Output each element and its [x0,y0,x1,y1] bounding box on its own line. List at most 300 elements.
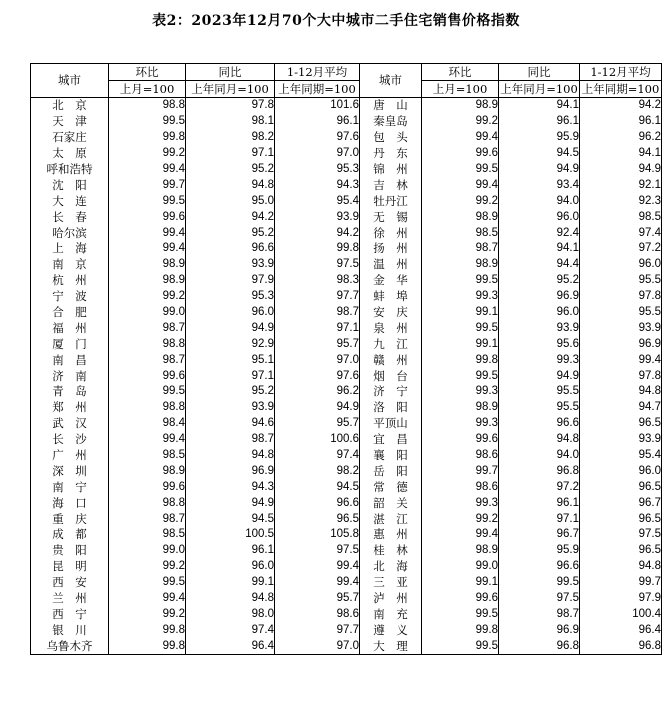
left-avg-value: 98.2 [275,463,360,479]
left-yoy-value: 94.3 [186,479,275,495]
left-yoy-value: 92.9 [186,336,275,352]
left-mom-value: 99.5 [109,575,186,591]
left-mom-value: 99.6 [109,209,186,225]
table-row [31,98,662,114]
right-yoy-value: 96.0 [499,209,580,225]
left-city-name: 太 原 [31,146,109,162]
right-avg-value: 98.5 [580,209,662,225]
right-avg-value: 96.8 [580,638,662,654]
right-city-name: 南 充 [360,607,422,623]
table-row [31,400,662,416]
left-mom-value: 99.4 [109,432,186,448]
left-yoy-value: 94.9 [186,320,275,336]
table-row [31,368,662,384]
left-city-name: 呼和浩特 [31,162,109,178]
left-city-name: 南 京 [31,257,109,273]
left-yoy-value: 96.6 [186,241,275,257]
right-yoy-value: 96.0 [499,305,580,321]
left-yoy-value: 94.5 [186,511,275,527]
left-avg-value: 94.3 [275,177,360,193]
left-avg-value: 97.6 [275,368,360,384]
right-avg-value: 94.7 [580,400,662,416]
right-avg-value: 97.8 [580,289,662,305]
header-yoy-left: 同比 [186,64,275,81]
right-city-name: 济 宁 [360,384,422,400]
right-avg-value: 94.8 [580,559,662,575]
left-mom-value: 99.0 [109,305,186,321]
left-city-name: 北 京 [31,98,109,114]
table-row [31,638,662,654]
left-yoy-value: 96.0 [186,305,275,321]
right-city-name: 湛 江 [360,511,422,527]
right-yoy-value: 96.7 [499,527,580,543]
right-city-name: 温 州 [360,257,422,273]
right-mom-value: 99.4 [422,130,499,146]
left-yoy-value: 97.4 [186,622,275,638]
left-avg-value: 97.7 [275,622,360,638]
right-avg-value: 97.2 [580,241,662,257]
table-row [31,336,662,352]
left-yoy-value: 96.0 [186,559,275,575]
left-city-name: 乌鲁木齐 [31,638,109,654]
left-avg-value: 94.5 [275,479,360,495]
left-yoy-value: 97.8 [186,98,275,114]
left-yoy-value: 98.1 [186,114,275,130]
table-row [31,257,662,273]
left-yoy-value: 94.2 [186,209,275,225]
right-city-name: 锦 州 [360,162,422,178]
right-yoy-value: 94.1 [499,241,580,257]
left-mom-value: 99.5 [109,384,186,400]
left-avg-value: 99.4 [275,575,360,591]
right-mom-value: 99.2 [422,193,499,209]
right-city-name: 襄 阳 [360,448,422,464]
right-yoy-value: 94.9 [499,162,580,178]
right-mom-value: 99.2 [422,511,499,527]
left-mom-value: 98.5 [109,448,186,464]
right-yoy-value: 96.1 [499,114,580,130]
left-mom-value: 98.4 [109,416,186,432]
table-row [31,591,662,607]
right-avg-value: 96.5 [580,543,662,559]
left-city-name: 西 安 [31,575,109,591]
right-city-name: 北 海 [360,559,422,575]
header-city-right: 城市 [360,64,422,98]
right-city-name: 无 锡 [360,209,422,225]
right-yoy-value: 99.5 [499,575,580,591]
header-avg-left: 1-12月平均 [275,64,360,81]
left-city-name: 杭 州 [31,273,109,289]
right-mom-value: 99.5 [422,638,499,654]
left-avg-value: 96.2 [275,384,360,400]
right-yoy-value: 94.4 [499,257,580,273]
right-city-name: 蚌 埠 [360,289,422,305]
right-city-name: 宜 昌 [360,432,422,448]
right-avg-value: 97.4 [580,225,662,241]
left-avg-value: 95.7 [275,591,360,607]
table-row [31,225,662,241]
right-yoy-value: 94.5 [499,146,580,162]
right-mom-value: 99.5 [422,162,499,178]
table-row [31,543,662,559]
right-mom-value: 98.9 [422,98,499,114]
right-city-name: 大 理 [360,638,422,654]
right-city-name: 唐 山 [360,98,422,114]
header-avg-base-right: 上年同期=100 [580,81,662,98]
right-avg-value: 96.9 [580,336,662,352]
right-city-name: 韶 关 [360,495,422,511]
header-yoy-right: 同比 [499,64,580,81]
right-avg-value: 97.8 [580,368,662,384]
left-mom-value: 99.4 [109,225,186,241]
right-avg-value: 96.0 [580,463,662,479]
left-mom-value: 98.9 [109,273,186,289]
right-city-name: 烟 台 [360,368,422,384]
left-avg-value: 97.5 [275,257,360,273]
left-avg-value: 98.3 [275,273,360,289]
left-mom-value: 99.4 [109,591,186,607]
table-row [31,511,662,527]
left-avg-value: 95.7 [275,416,360,432]
table-row [31,305,662,321]
left-yoy-value: 96.9 [186,463,275,479]
left-mom-value: 99.2 [109,559,186,575]
right-yoy-value: 94.8 [499,432,580,448]
left-mom-value: 99.6 [109,479,186,495]
right-avg-value: 96.4 [580,622,662,638]
table-row [31,273,662,289]
right-city-name: 丹 东 [360,146,422,162]
left-city-name: 西 宁 [31,607,109,623]
table-row [31,209,662,225]
left-city-name: 石家庄 [31,130,109,146]
left-yoy-value: 98.0 [186,607,275,623]
right-mom-value: 98.6 [422,448,499,464]
table-row [31,177,662,193]
left-yoy-value: 98.7 [186,432,275,448]
table-row [31,479,662,495]
table-row [31,193,662,209]
right-avg-value: 99.7 [580,575,662,591]
table-row [31,432,662,448]
table-body [31,98,662,655]
left-avg-value: 97.5 [275,543,360,559]
left-city-name: 济 南 [31,368,109,384]
left-avg-value: 94.2 [275,225,360,241]
right-yoy-value: 96.8 [499,463,580,479]
left-yoy-value: 94.8 [186,591,275,607]
left-city-name: 南 宁 [31,479,109,495]
right-mom-value: 98.9 [422,209,499,225]
header-avg-base-left: 上年同期=100 [275,81,360,98]
left-avg-value: 97.0 [275,638,360,654]
right-avg-value: 96.7 [580,495,662,511]
left-city-name: 深 圳 [31,463,109,479]
left-mom-value: 99.4 [109,162,186,178]
left-yoy-value: 97.1 [186,146,275,162]
right-mom-value: 99.5 [422,607,499,623]
right-city-name: 秦皇岛 [360,114,422,130]
left-yoy-value: 97.9 [186,273,275,289]
left-city-name: 上 海 [31,241,109,257]
right-avg-value: 97.9 [580,591,662,607]
left-yoy-value: 97.1 [186,368,275,384]
left-yoy-value: 93.9 [186,257,275,273]
left-mom-value: 98.7 [109,352,186,368]
table-row [31,289,662,305]
left-mom-value: 99.4 [109,241,186,257]
right-city-name: 惠 州 [360,527,422,543]
left-avg-value: 97.1 [275,320,360,336]
table-row [31,416,662,432]
left-yoy-value: 100.5 [186,527,275,543]
header-mom-base-left: 上月=100 [109,81,186,98]
right-avg-value: 94.8 [580,384,662,400]
right-mom-value: 99.5 [422,368,499,384]
left-avg-value: 99.8 [275,241,360,257]
right-yoy-value: 94.0 [499,193,580,209]
right-avg-value: 94.1 [580,146,662,162]
header-mom-base-right: 上月=100 [422,81,499,98]
left-city-name: 福 州 [31,320,109,336]
left-city-name: 银 川 [31,622,109,638]
left-city-name: 南 昌 [31,352,109,368]
left-city-name: 郑 州 [31,400,109,416]
left-avg-value: 97.6 [275,130,360,146]
right-mom-value: 99.1 [422,575,499,591]
left-avg-value: 97.7 [275,289,360,305]
left-avg-value: 100.6 [275,432,360,448]
left-avg-value: 95.4 [275,193,360,209]
table-row [31,448,662,464]
left-mom-value: 98.8 [109,495,186,511]
header-mom-right: 环比 [422,64,499,81]
left-avg-value: 98.7 [275,305,360,321]
left-yoy-value: 95.0 [186,193,275,209]
right-mom-value: 99.4 [422,527,499,543]
right-yoy-value: 93.4 [499,177,580,193]
right-yoy-value: 95.5 [499,384,580,400]
left-city-name: 天 津 [31,114,109,130]
left-yoy-value: 94.8 [186,448,275,464]
table-row [31,114,662,130]
left-city-name: 青 岛 [31,384,109,400]
table-row [31,130,662,146]
table-row [31,146,662,162]
right-mom-value: 99.3 [422,416,499,432]
left-mom-value: 99.6 [109,368,186,384]
right-avg-value: 92.1 [580,177,662,193]
left-city-name: 广 州 [31,448,109,464]
right-avg-value: 97.5 [580,527,662,543]
left-mom-value: 98.8 [109,336,186,352]
right-mom-value: 99.6 [422,146,499,162]
right-avg-value: 92.3 [580,193,662,209]
left-yoy-value: 96.4 [186,638,275,654]
left-yoy-value: 94.6 [186,416,275,432]
right-yoy-value: 99.3 [499,352,580,368]
table-row [31,559,662,575]
left-avg-value: 95.7 [275,336,360,352]
right-city-name: 泉 州 [360,320,422,336]
left-avg-value: 98.6 [275,607,360,623]
right-mom-value: 99.7 [422,463,499,479]
left-mom-value: 99.2 [109,146,186,162]
right-mom-value: 98.9 [422,543,499,559]
right-avg-value: 96.5 [580,416,662,432]
table-row [31,352,662,368]
right-city-name: 三 亚 [360,575,422,591]
header-avg-right: 1-12月平均 [580,64,662,81]
right-avg-value: 94.9 [580,162,662,178]
header-yoy-base-right: 上年同月=100 [500,81,578,96]
right-avg-value: 95.5 [580,305,662,321]
right-mom-value: 98.7 [422,241,499,257]
left-city-name: 成 都 [31,527,109,543]
right-city-name: 平顶山 [360,416,422,432]
right-avg-value: 96.5 [580,511,662,527]
right-city-name: 安 庆 [360,305,422,321]
left-mom-value: 99.2 [109,607,186,623]
right-yoy-value: 95.6 [499,336,580,352]
header-city-left: 城市 [31,64,109,98]
right-yoy-value: 98.7 [499,607,580,623]
left-mom-value: 99.2 [109,289,186,305]
left-avg-value: 101.6 [275,98,360,114]
left-mom-value: 98.9 [109,463,186,479]
left-city-name: 合 肥 [31,305,109,321]
right-mom-value: 98.9 [422,400,499,416]
right-city-name: 扬 州 [360,241,422,257]
right-avg-value: 96.2 [580,130,662,146]
left-city-name: 大 连 [31,193,109,209]
right-yoy-value: 94.9 [499,368,580,384]
left-city-name: 重 庆 [31,511,109,527]
right-mom-value: 99.0 [422,559,499,575]
right-city-name: 九 江 [360,336,422,352]
right-mom-value: 99.8 [422,352,499,368]
left-city-name: 贵 阳 [31,543,109,559]
right-city-name: 常 德 [360,479,422,495]
header-yoy-base-left: 上年同月=100 [186,81,275,98]
right-mom-value: 99.2 [422,114,499,130]
left-avg-value: 97.4 [275,448,360,464]
right-city-name: 泸 州 [360,591,422,607]
left-yoy-value: 99.1 [186,575,275,591]
right-avg-value: 96.5 [580,479,662,495]
left-mom-value: 99.8 [109,638,186,654]
table-row [31,463,662,479]
right-mom-value: 99.1 [422,305,499,321]
left-yoy-value: 95.1 [186,352,275,368]
right-mom-value: 99.4 [422,177,499,193]
right-avg-value: 93.9 [580,432,662,448]
left-mom-value: 99.8 [109,130,186,146]
left-yoy-value: 95.3 [186,289,275,305]
table-row [31,622,662,638]
left-yoy-value: 94.8 [186,177,275,193]
right-mom-value: 99.6 [422,591,499,607]
left-avg-value: 95.3 [275,162,360,178]
left-mom-value: 98.7 [109,511,186,527]
left-yoy-value: 96.1 [186,543,275,559]
right-city-name: 徐 州 [360,225,422,241]
table-row [31,527,662,543]
left-mom-value: 98.8 [109,400,186,416]
right-mom-value: 99.8 [422,622,499,638]
left-city-name: 厦 门 [31,336,109,352]
right-city-name: 桂 林 [360,543,422,559]
left-avg-value: 94.9 [275,400,360,416]
left-avg-value: 105.8 [275,527,360,543]
left-city-name: 长 春 [31,209,109,225]
right-yoy-value: 96.6 [499,416,580,432]
right-yoy-value: 97.2 [499,479,580,495]
left-city-name: 兰 州 [31,591,109,607]
right-city-name: 赣 州 [360,352,422,368]
right-city-name: 吉 林 [360,177,422,193]
left-city-name: 沈 阳 [31,177,109,193]
right-mom-value: 98.6 [422,479,499,495]
right-yoy-value: 92.4 [499,225,580,241]
right-yoy-value: 96.9 [499,622,580,638]
right-city-name: 金 华 [360,273,422,289]
right-mom-value: 99.5 [422,273,499,289]
right-yoy-value: 95.9 [499,130,580,146]
table-row [31,607,662,623]
left-avg-value: 96.5 [275,511,360,527]
right-city-name: 岳 阳 [360,463,422,479]
right-mom-value: 98.5 [422,225,499,241]
left-mom-value: 99.7 [109,177,186,193]
left-mom-value: 99.8 [109,622,186,638]
right-yoy-value: 94.0 [499,448,580,464]
left-yoy-value: 95.2 [186,162,275,178]
left-mom-value: 98.7 [109,320,186,336]
right-mom-value: 99.6 [422,432,499,448]
table-row [31,384,662,400]
price-index-table [30,63,662,655]
left-city-name: 昆 明 [31,559,109,575]
left-yoy-value: 95.2 [186,384,275,400]
right-mom-value: 99.1 [422,336,499,352]
right-yoy-value: 96.6 [499,559,580,575]
left-city-name: 海 口 [31,495,109,511]
right-avg-value: 94.2 [580,98,662,114]
table-row [31,320,662,336]
right-yoy-value: 93.9 [499,320,580,336]
left-avg-value: 97.0 [275,352,360,368]
right-city-name: 牡丹江 [360,193,422,209]
right-yoy-value: 94.1 [499,98,580,114]
table-title: 表2：2023年12月70个大中城市二手住宅销售价格指数 [152,13,520,29]
left-city-name: 哈尔滨 [31,225,109,241]
right-mom-value: 99.3 [422,289,499,305]
right-city-name: 遵 义 [360,622,422,638]
left-yoy-value: 93.9 [186,400,275,416]
right-mom-value: 99.5 [422,320,499,336]
right-city-name: 洛 阳 [360,400,422,416]
left-mom-value: 99.5 [109,193,186,209]
header-mom-left: 环比 [109,64,186,81]
left-city-name: 长 沙 [31,432,109,448]
left-mom-value: 99.0 [109,543,186,559]
right-mom-value: 99.3 [422,495,499,511]
right-yoy-value: 95.5 [499,400,580,416]
right-avg-value: 93.9 [580,320,662,336]
left-mom-value: 98.8 [109,98,186,114]
table-row [31,495,662,511]
